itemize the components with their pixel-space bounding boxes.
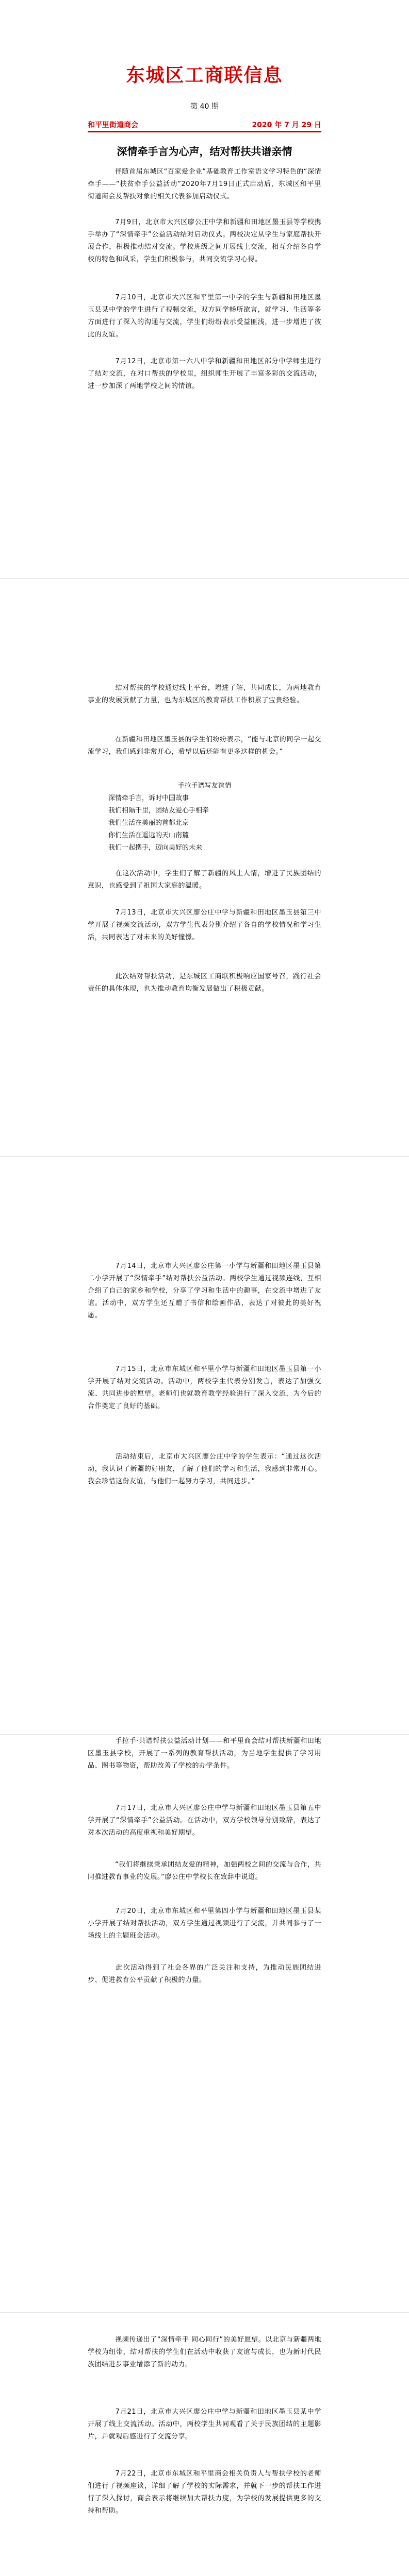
page-3 xyxy=(0,1157,409,1734)
masthead xyxy=(0,0,409,129)
paragraph: 结对帮扶的学校通过线上平台，增进了解，共同成长，为两地教育事业的发展贡献了力量，也为东城区的教育帮扶工作积累了宝贵经验。 xyxy=(88,684,321,704)
paragraph: 此次结对帮扶活动，是东城区工商联积极响应国家号召，践行社会责任的具体体现，也为推动教育均衡发展做出了积极贡献。 xyxy=(88,973,321,993)
paragraph: 7月12日，北京市第一六八中学和新疆和田地区部分中学师生进行了结对交流，在对口帮扶的学校里，组织师生开展了丰富多彩的交流活动，进一步加深了两地学校之间的情谊。 xyxy=(88,358,321,390)
paragraph: 7月22日，北京市东城区和平里商会相关负责人与帮扶学校的老师们进行了视频座谈，详细了解了学校的实际需求，并就下一步的帮扶工作进行了深入探讨，商会表示将继续加大帮扶力度，为学校的发展提供更多的支持和帮助。 xyxy=(88,2470,321,2515)
publisher-org: 和平里街道商会 xyxy=(88,121,138,129)
poem xyxy=(88,780,321,854)
page-5 xyxy=(0,2313,409,2576)
paragraph: 7月9日，北京市大兴区廖公庄中学和新疆和田地区墨玉县等学校携手举办了“深情牵手”公益活动结对启动仪式。两校决定从学生与家庭帮扶开展合作，积极推动结对交流。学校班级之间开展线上交流，相互介绍各自学校的特色和风采，学生们积极参与，共同交流学习心得。 xyxy=(88,218,321,263)
poem-line: 我们生活在美丽的首都北京 xyxy=(108,819,189,827)
paragraph: 7月15日，北京市东城区和平里小学与新疆和田地区墨玉县第一小学开展了结对交流活动。活动中，两校学生代表分别发言，表达了加强交流、共同进步的愿望。老师们也就教育教学经验进行了深入交流，为今后的合作奠定了良好的基础。 xyxy=(88,1365,321,1410)
paragraph: 伴随首届东城区“百家爱企业”基础教育工作室语文学习特色的“深情牵手——“扶贫牵手公益活动”2020年7月19日正式启动后，东城区和平里街道商会及帮扶对象的相关代表参加启动仪式。 xyxy=(88,168,321,200)
poem-line: 我们相隔千里，团结友爱心手相牵 xyxy=(108,807,209,815)
poem-line: 你们生活在遥远的天山南麓 xyxy=(108,832,189,839)
paragraph: 7月20日，北京市东城区和平里第四小学与新疆和田地区墨玉县某小学开展了结对帮扶活动，双方学生通过视频进行了交流，并共同参与了一场线上的主题班会活动。 xyxy=(88,1907,321,1940)
masthead-title: 东城区工商联信息 xyxy=(126,64,283,86)
paragraph: “我们将继续秉承团结友爱的精神，加强两校之间的交流与合作，共同推进教育事业的发展。”廖公庄中学校长在致辞中说道。 xyxy=(88,1861,321,1881)
paragraph: 7月10日，北京市大兴区和平里第一中学的学生与新疆和田地区墨玉县某中学的学生进行了视频交流，双方同学畅所欲言，就学习、生活等多方面进行了深入的沟通与交流，学生们纷纷表示受益匪浅，进一步增进了彼此的友谊。 xyxy=(88,294,321,338)
paragraph: 活动结束后，北京市大兴区廖公庄中学的学生表示：“通过这次活动，我认识了新疆的好朋友，了解了他们的学习和生活，我感到非常开心。我会珍惜这份友谊，与他们一起努力学习，共同进步。” xyxy=(88,1453,321,1485)
paragraph: 7月13日，北京市大兴区廖公庄中学与新疆和田地区墨玉县第三中学开展了视频交流活动，双方学生代表分别介绍了各自的学校情况和学习生活，共同表达了对未来的美好憧憬。 xyxy=(88,909,321,941)
poem-line: 我们一起携手，迈向美好的未来 xyxy=(108,844,203,852)
paragraph: 视频传递出了“深情牵手 同心同行”的美好愿望。以北京与新疆两地学校为纽带，结对帮扶的学生们在活动中收获了友谊与成长，也为新时代民族团结进步事业增添了新的动力。 xyxy=(88,2336,321,2368)
poem-line: 深情牵手言，诉时中国故事 xyxy=(108,794,189,802)
paragraph: 在新疆和田地区墨玉县的学生们纷纷表示，“能与北京的同学一起交流学习，我们感到非常开心，希望以后还能有更多这样的机会。” xyxy=(88,736,321,756)
page-1 xyxy=(0,0,409,578)
masthead-divider xyxy=(88,131,321,132)
article-headline: 深情牵手言为心声，结对帮扶共谱亲情 xyxy=(117,145,292,158)
page-4 xyxy=(0,1735,409,2312)
poem-title: 手拉手谱写友谊情 xyxy=(177,782,232,790)
paragraph: 在这次活动中，学生们了解了新疆的风土人情，增进了民族团结的意识，也感受到了祖国大家庭的温暖。 xyxy=(88,870,321,890)
issue-number: 第 40 期 xyxy=(190,103,219,111)
page-2 xyxy=(0,579,409,1156)
paragraph: 7月14日，北京市大兴区廖公庄第一小学与新疆和田地区墨玉县第二小学开展了“深情牵手”结对帮扶公益活动。两校学生通过视频连线，互相介绍了自己的家乡和学校，分享了学习和生活中的趣事，在交流中增进了友谊。活动中，双方学生还互赠了书信和绘画作品，表达了对彼此的美好祝愿。 xyxy=(88,1262,321,1319)
paragraph: 7月21日，北京市大兴区廖公庄中学与新疆和田地区墨玉县某中学开展了线上交流活动。活动中，两校学生共同观看了关于民族团结的主题影片，并就观后感进行了交流分享。 xyxy=(88,2408,321,2441)
publish-date: 2020 年 7 月 29 日 xyxy=(252,121,321,129)
paragraph: 手拉手·共谱帮扶公益活动计划——和平里商会结对帮扶新疆和田地区墨玉县学校，开展了一系列的教育帮扶活动，为当地学生提供了学习用品、图书等物资，帮助改善了学校的办学条件。 xyxy=(88,1737,321,1770)
paragraph: 7月17日，北京市大兴区廖公庄中学与新疆和田地区墨玉县第五中学开展了“深情牵手”公益活动。在活动中，双方学校领导分别致辞，表达了对本次活动的高度重视和美好期望。 xyxy=(88,1804,321,1837)
paragraph: 此次活动得到了社会各界的广泛关注和支持，为推动民族团结进步、促进教育公平贡献了积极的力量。 xyxy=(88,1964,321,1984)
